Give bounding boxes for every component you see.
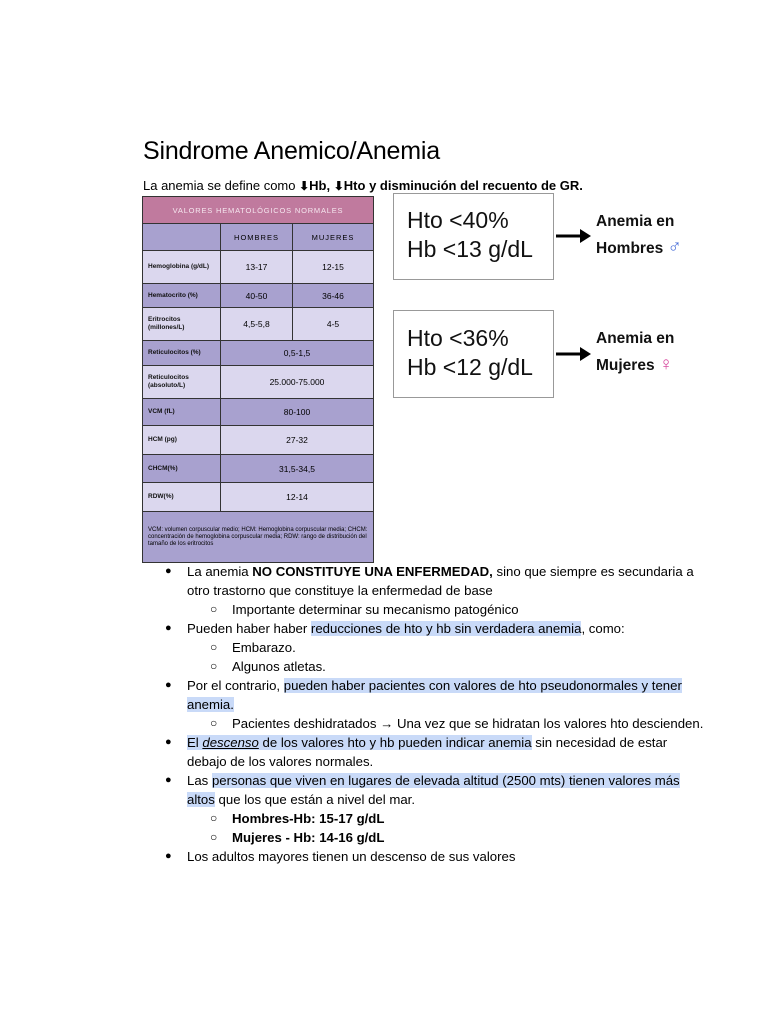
highlighted-text: reducciones de hto y hb sin verdadera anemia	[310, 621, 582, 636]
text: sin necesidad de estar debajo de los valores normales.	[187, 735, 668, 769]
normal-values-table	[142, 196, 374, 563]
text: , como:	[581, 621, 625, 636]
sub-list-item	[165, 828, 705, 847]
highlighted-text: El	[187, 735, 203, 750]
cell-women: 12-15	[293, 251, 374, 284]
cell-value: 12-14	[221, 483, 374, 512]
right-arrow-icon	[556, 228, 592, 244]
men-anemia-label	[596, 209, 682, 262]
bullet-icon: ●	[165, 736, 172, 748]
sub-list-item	[165, 657, 705, 676]
row-label: Eritrocitos (millones/L)	[143, 308, 221, 341]
list-item	[165, 562, 705, 600]
row-label: Reticulocitos (absoluto/L)	[143, 366, 221, 399]
list-item	[165, 676, 705, 714]
men-anemia-label-line1: Anemia en	[596, 213, 675, 230]
page-title: Sindrome Anemico/Anemia	[143, 137, 440, 165]
text: Las	[187, 773, 212, 788]
women-hb-threshold: Hb <12 g/dL	[407, 354, 533, 380]
row-label: VCM (fL)	[143, 399, 221, 426]
cell-men: 40-50	[221, 284, 293, 308]
sub-list-item	[165, 638, 705, 657]
row-label: RDW(%)	[143, 483, 221, 512]
list-item	[165, 847, 705, 866]
cell-value: 25.000-75.000	[221, 366, 374, 399]
men-hto-threshold: Hto <40%	[407, 207, 509, 233]
text: Importante determinar su mecanismo patogénico	[232, 602, 519, 617]
text: Los adultos mayores tienen un descenso de sus valores	[187, 849, 516, 864]
bullet-icon: ●	[165, 679, 172, 691]
text: Pueden haber haber	[187, 621, 311, 636]
text: Por el contrario,	[187, 678, 284, 693]
down-arrow-icon: ⬇	[333, 179, 344, 193]
sub-bullet-icon: ○	[210, 640, 218, 654]
intro-sentence	[143, 178, 583, 193]
table-footnote: VCM: volumen corpuscular medio; HCM: Hemoglobina corpuscular media; CHCM: concentración de hemoglobina corpuscular media; RDW: rango de distribución del tamaño de los eritrocitos	[143, 512, 374, 563]
text-bold: Mujeres - Hb: 14-16 g/dL	[232, 830, 385, 845]
sub-bullet-icon: ○	[210, 659, 218, 673]
table-header: VALORES HEMATOLÓGICOS NORMALES	[143, 197, 374, 224]
notes-list	[165, 562, 705, 866]
cell-value: 80-100	[221, 399, 374, 426]
sub-bullet-icon: ○	[210, 811, 218, 825]
col-header-men: HOMBRES	[221, 224, 293, 251]
text: que los que están a nivel del mar.	[214, 792, 415, 807]
text-bold: Hombres-Hb: 15-17 g/dL	[232, 811, 385, 826]
cell-women: 36-46	[293, 284, 374, 308]
cell-value: 27-32	[221, 426, 374, 455]
intro-prefix: La anemia se define como	[143, 178, 300, 193]
row-label: HCM (pg)	[143, 426, 221, 455]
bullet-icon: ●	[165, 622, 172, 634]
emphasized-text: descenso	[202, 735, 259, 750]
highlighted-text: de los valores hto y hb pueden indicar anemia	[258, 735, 532, 750]
text-bold: NO CONSTITUYE UNA ENFERMEDAD,	[252, 564, 493, 579]
cell-value: 31,5-34,5	[221, 455, 374, 483]
male-symbol-icon: ♂	[667, 237, 682, 258]
text: Algunos atletas.	[232, 659, 326, 674]
row-label: CHCM(%)	[143, 455, 221, 483]
bullet-icon: ●	[165, 850, 172, 862]
row-label: Reticulocitos (%)	[143, 341, 221, 366]
text: Embarazo.	[232, 640, 296, 655]
cell-men: 13-17	[221, 251, 293, 284]
men-anemia-label-line2: Hombres	[596, 240, 664, 257]
bullet-icon: ●	[165, 565, 172, 577]
table-corner	[143, 224, 221, 251]
row-label: Hematocrito (%)	[143, 284, 221, 308]
text: sino que siempre es secundaria a otro trastorno que constituye la enfermedad de base	[187, 564, 694, 598]
sub-bullet-icon: ○	[210, 716, 218, 730]
cell-men: 4,5-5,8	[221, 308, 293, 341]
intro-hb: Hb,	[309, 178, 334, 193]
highlighted-text: personas que viven en lugares de elevada altitud (2500 mts) tienen valores más altos	[187, 773, 680, 807]
women-hto-threshold: Hto <36%	[407, 325, 509, 351]
men-threshold-box	[393, 193, 554, 280]
cell-value: 0,5-1,5	[221, 341, 374, 366]
list-item	[165, 619, 705, 638]
sub-list-item	[165, 600, 705, 619]
highlighted-text: pueden haber pacientes con valores de hto pseudonormales y tener anemia.	[187, 678, 682, 712]
list-item	[165, 733, 705, 771]
intro-hto: Hto y disminución del recuento de GR.	[343, 178, 583, 193]
sub-list-item	[165, 809, 705, 828]
women-anemia-label-line1: Anemia en	[596, 330, 675, 347]
sub-bullet-icon: ○	[210, 602, 218, 616]
women-threshold-box	[393, 310, 554, 398]
row-label: Hemoglobina (g/dL)	[143, 251, 221, 284]
women-anemia-label-line2: Mujeres	[596, 357, 655, 374]
men-hb-threshold: Hb <13 g/dL	[407, 236, 533, 262]
sub-list-item	[165, 714, 705, 733]
text: La anemia	[187, 564, 253, 579]
female-symbol-icon: ♀	[658, 354, 674, 375]
down-arrow-icon: ⬇	[299, 179, 310, 193]
right-arrow-icon	[556, 346, 592, 362]
women-anemia-label	[596, 326, 674, 379]
sub-bullet-icon: ○	[210, 830, 218, 844]
cell-women: 4-5	[293, 308, 374, 341]
text: Pacientes deshidratados → Una vez que se hidratan los valores hto descienden.	[232, 716, 704, 731]
col-header-women: MUJERES	[293, 224, 374, 251]
list-item	[165, 771, 705, 809]
bullet-icon: ●	[165, 774, 172, 786]
